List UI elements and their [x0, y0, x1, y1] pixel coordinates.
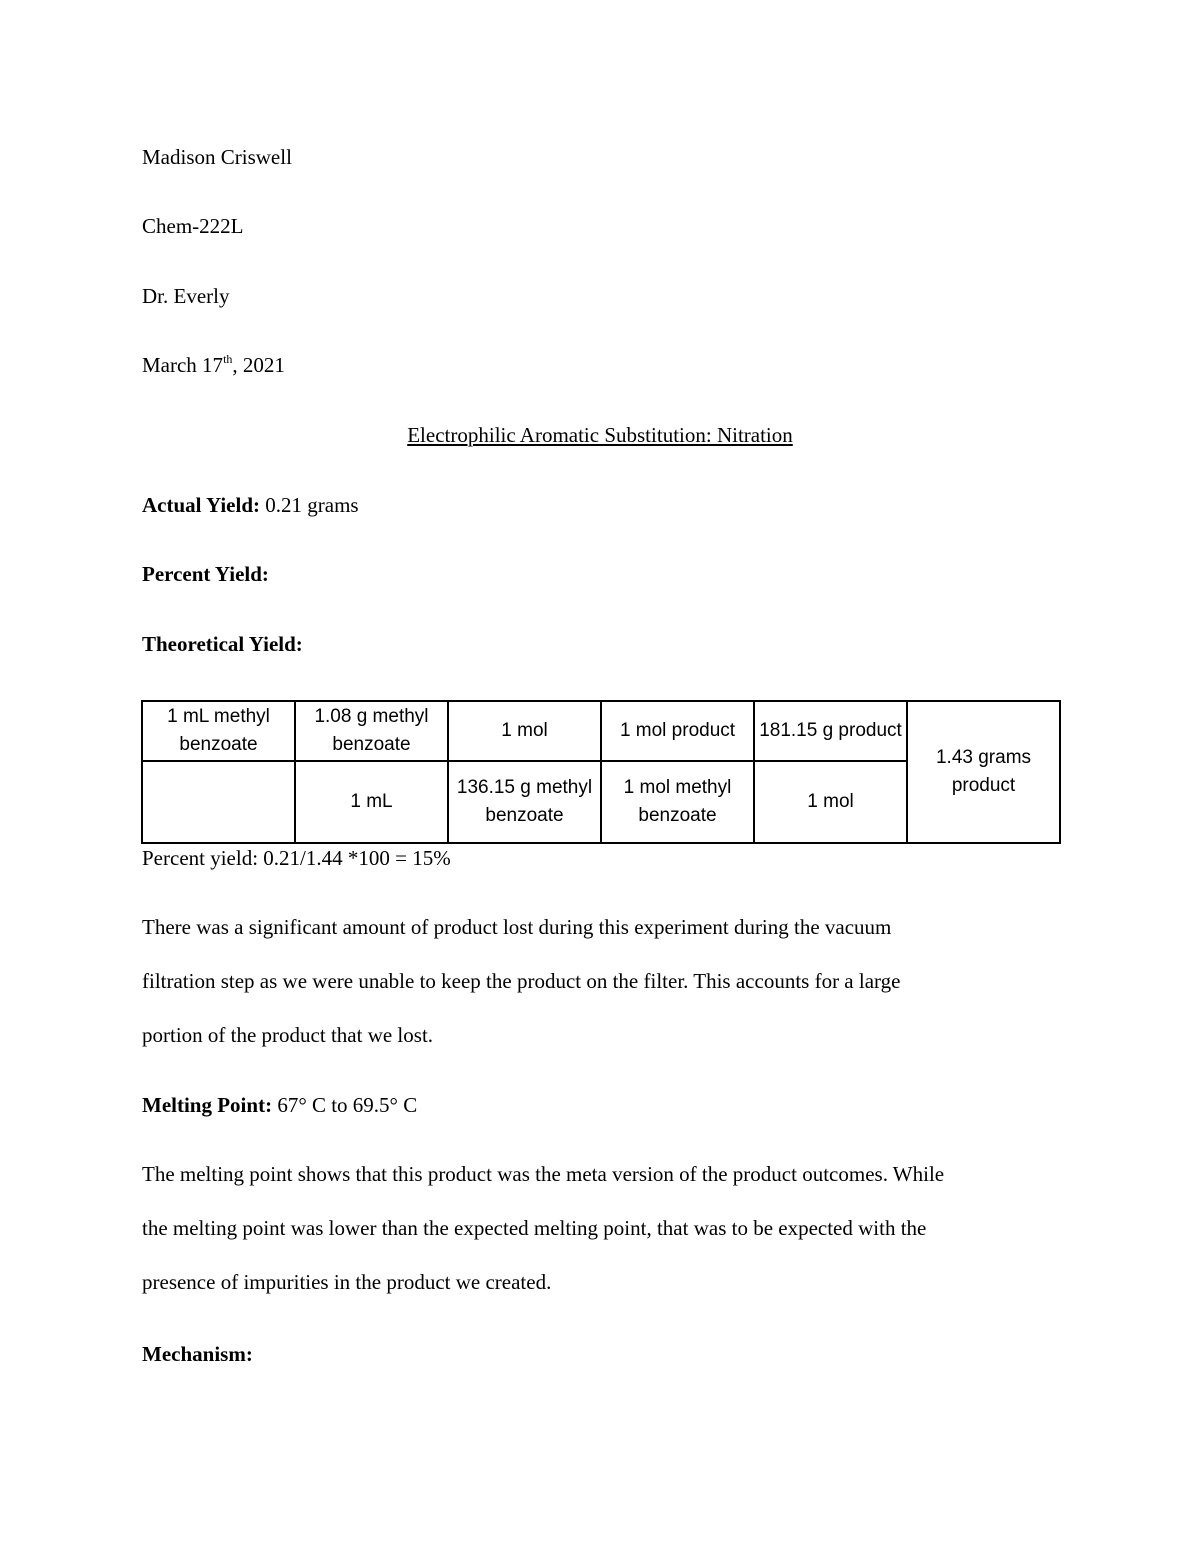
percent-yield-calculation: Percent yield: 0.21/1.44 *100 = 15% [142, 846, 451, 870]
instructor-name: Dr. Everly [142, 284, 230, 308]
date-ordinal-suffix: th [223, 352, 233, 366]
actual-yield-value: 0.21 grams [260, 493, 359, 517]
actual-yield [142, 495, 359, 516]
report-date [142, 352, 285, 377]
table-cell: 1.08 g methyl benzoate [295, 701, 448, 761]
paragraph-line: The melting point shows that this product was the meta version of the product outcomes. While [142, 1162, 945, 1186]
theoretical-yield-table [141, 700, 1061, 844]
table-row [142, 701, 1060, 761]
product-loss-paragraph [142, 900, 1042, 1062]
melting-point [142, 1095, 417, 1116]
course-code: Chem-222L [142, 214, 244, 238]
table-cell: 181.15 g product [754, 701, 907, 761]
melting-point-paragraph [142, 1147, 1042, 1309]
melting-point-value: 67° C to 69.5° C [272, 1093, 418, 1117]
table-cell: 1 mol product [601, 701, 754, 761]
date-year: , 2021 [232, 353, 285, 377]
table-cell: 1 mL [295, 761, 448, 843]
paragraph-line: There was a significant amount of product lost during this experiment during the vacuum [142, 915, 892, 939]
paragraph-line: filtration step as we were unable to keep the product on the filter. This accounts for a large [142, 969, 901, 993]
percent-yield-label: Percent Yield: [142, 562, 269, 586]
mechanism-label: Mechanism: [142, 1342, 253, 1366]
paragraph-line: portion of the product that we lost. [142, 1023, 434, 1047]
table-cell: 1 mol [754, 761, 907, 843]
table-cell: 136.15 g methyl benzoate [448, 761, 601, 843]
author-name: Madison Criswell [142, 145, 292, 169]
actual-yield-label: Actual Yield: [142, 493, 261, 517]
report-title: Electrophilic Aromatic Substitution: Nitration [407, 423, 793, 447]
table-cell: 1 mol [448, 701, 601, 761]
melting-point-label: Melting Point: [142, 1093, 273, 1117]
table-cell [142, 761, 295, 843]
table-result-cell: 1.43 grams product [907, 701, 1060, 843]
date-month-day: March 17 [142, 353, 224, 377]
theoretical-yield-label: Theoretical Yield: [142, 632, 303, 656]
paragraph-line: the melting point was lower than the expected melting point, that was to be expected with the [142, 1216, 927, 1240]
table-cell: 1 mL methyl benzoate [142, 701, 295, 761]
paragraph-line: presence of impurities in the product we created. [142, 1270, 552, 1294]
table-cell: 1 mol methyl benzoate [601, 761, 754, 843]
